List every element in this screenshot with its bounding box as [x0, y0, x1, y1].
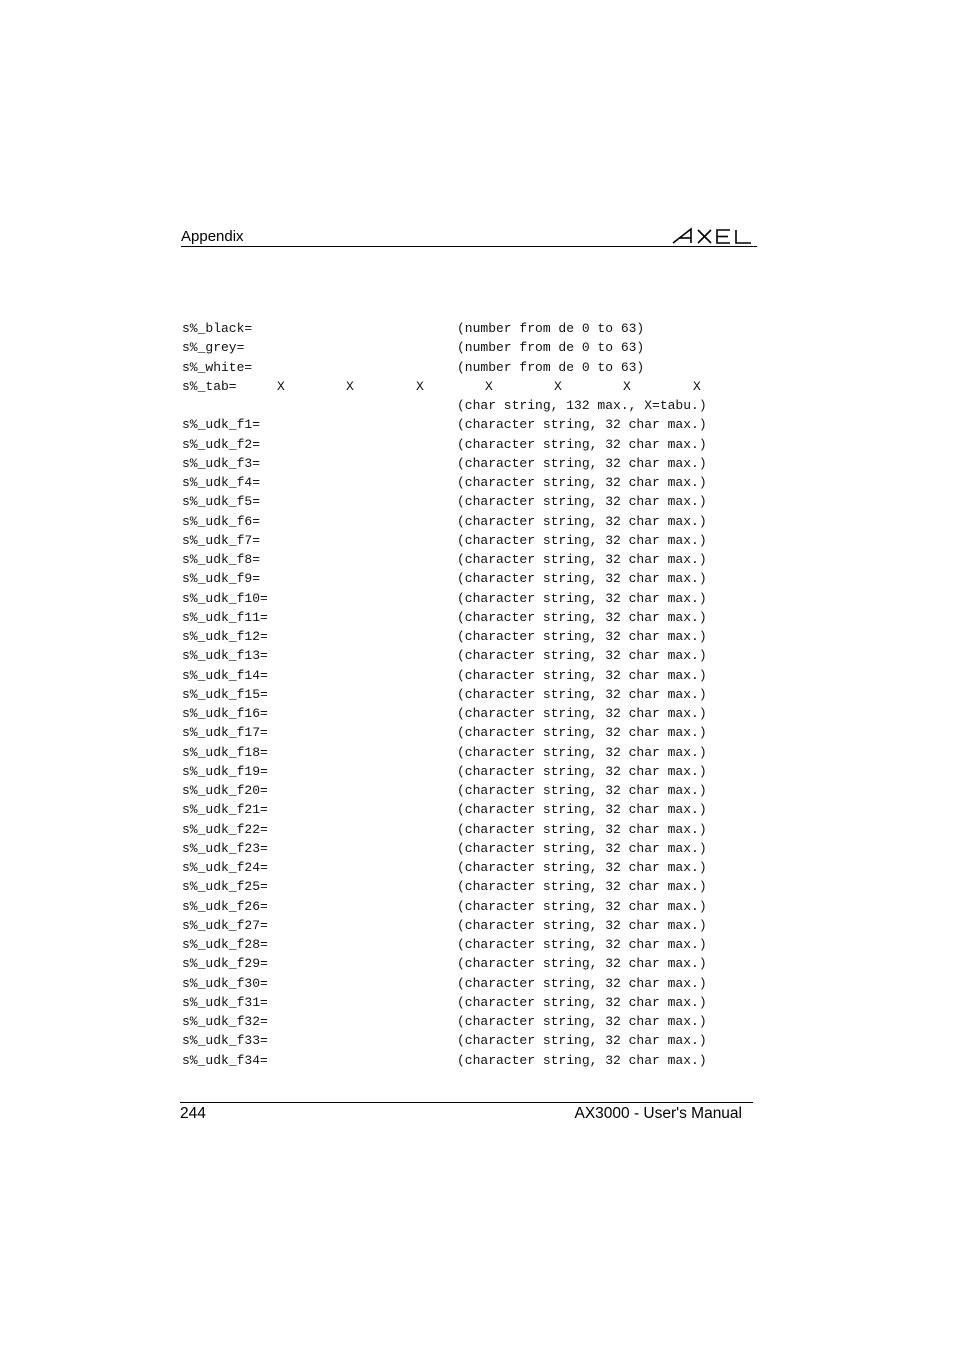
- list-item: [182, 666, 762, 685]
- parameter-description: (character string, 32 char max.): [457, 975, 707, 991]
- parameter-description: (character string, 32 char max.): [457, 590, 707, 606]
- parameter-key: s%_udk_f27=: [182, 917, 268, 933]
- parameter-description: (character string, 32 char max.): [457, 686, 707, 702]
- parameter-key: s%_black=: [182, 321, 253, 336]
- parameter-key: s%_udk_f26=: [182, 898, 268, 914]
- list-item: [182, 358, 762, 377]
- parameter-key: s%_udk_f32=: [182, 1014, 268, 1029]
- parameter-description: (character string, 32 char max.): [457, 667, 707, 683]
- list-item: [182, 839, 762, 858]
- parameter-key: s%_udk_f6=: [182, 513, 261, 529]
- parameter-key: s%_udk_f23=: [182, 840, 268, 856]
- list-item: [182, 1031, 762, 1050]
- parameter-key: s%_udk_f7=: [182, 532, 261, 548]
- parameter-description: (character string, 32 char max.): [457, 532, 707, 548]
- tab-stop-mark: X: [416, 378, 424, 394]
- list-item: [182, 858, 762, 877]
- axel-logo: [671, 226, 757, 245]
- parameter-description: (character string, 32 char max.): [457, 744, 707, 760]
- parameter-description: (character string, 32 char max.): [457, 802, 707, 818]
- parameter-description: (char string, 132 max., X=tabu.): [457, 398, 707, 413]
- list-item: [182, 589, 762, 608]
- list-item: [182, 473, 762, 492]
- page-number: 244: [180, 1105, 206, 1122]
- parameter-key: s%_white=: [182, 359, 253, 375]
- parameter-description: (character string, 32 char max.): [457, 436, 707, 452]
- parameter-key: s%_udk_f9=: [182, 571, 261, 587]
- parameter-description: (character string, 32 char max.): [457, 783, 707, 798]
- list-item: [182, 743, 762, 762]
- list-item: [182, 685, 762, 704]
- parameter-key: s%_udk_f15=: [182, 686, 268, 702]
- parameter-description: (character string, 32 char max.): [457, 513, 707, 529]
- list-item: [182, 1012, 762, 1031]
- list-item: [182, 781, 762, 800]
- parameter-key: s%_udk_f14=: [182, 667, 268, 683]
- parameter-description: (character string, 32 char max.): [457, 725, 707, 741]
- parameter-key: s%_udk_f33=: [182, 1033, 268, 1049]
- list-item: [182, 492, 762, 511]
- list-item: [182, 454, 762, 473]
- parameter-key: s%_udk_f21=: [182, 802, 268, 818]
- parameter-description: (character string, 32 char max.): [457, 648, 707, 664]
- parameter-key: s%_udk_f31=: [182, 994, 268, 1010]
- parameter-key: s%_udk_f18=: [182, 744, 268, 760]
- tab-stop-mark: X: [554, 378, 562, 394]
- parameter-key: s%_grey=: [182, 340, 245, 356]
- list-item: [182, 916, 762, 935]
- section-title: Appendix: [181, 228, 244, 245]
- list-item: [182, 569, 762, 588]
- list-item: [182, 935, 762, 954]
- list-item: [182, 550, 762, 569]
- parameter-description: (character string, 32 char max.): [457, 1014, 707, 1029]
- list-item: [182, 877, 762, 896]
- parameter-key: s%_udk_f1=: [182, 417, 261, 433]
- tab-stop-mark: X: [693, 378, 701, 394]
- parameter-key: s%_udk_f22=: [182, 821, 268, 837]
- parameter-key: s%_udk_f11=: [182, 609, 268, 625]
- tab-stop-mark: X: [277, 378, 285, 394]
- list-item: [182, 762, 762, 781]
- list-item: [182, 396, 762, 415]
- list-item: [182, 377, 762, 396]
- parameter-key: s%_udk_f10=: [182, 590, 268, 606]
- list-item: [182, 319, 762, 338]
- parameter-description: (character string, 32 char max.): [457, 763, 707, 779]
- parameter-description: (character string, 32 char max.): [457, 860, 707, 875]
- parameter-key: s%_udk_f16=: [182, 706, 268, 721]
- parameter-key: s%_udk_f34=: [182, 1052, 268, 1068]
- list-item: [182, 435, 762, 454]
- parameter-description: (character string, 32 char max.): [457, 571, 707, 587]
- tab-stop-mark: X: [623, 378, 631, 394]
- parameter-key: s%_udk_f29=: [182, 956, 268, 972]
- parameter-key: s%_udk_f25=: [182, 879, 268, 895]
- parameter-key: s%_udk_f2=: [182, 436, 261, 452]
- parameter-description: (character string, 32 char max.): [457, 994, 707, 1010]
- parameter-description: (number from de 0 to 63): [457, 359, 645, 375]
- list-item: [182, 800, 762, 819]
- tab-stop-mark: X: [485, 378, 493, 394]
- parameter-description: (character string, 32 char max.): [457, 821, 707, 837]
- list-item: [182, 338, 762, 357]
- parameter-description: (character string, 32 char max.): [457, 494, 707, 510]
- parameter-description: (number from de 0 to 63): [457, 321, 645, 336]
- parameter-key: s%_udk_f28=: [182, 937, 268, 952]
- parameter-description: (character string, 32 char max.): [457, 417, 707, 433]
- parameter-key: s%_udk_f12=: [182, 629, 268, 644]
- list-item: [182, 954, 762, 973]
- parameter-key: s%_udk_f24=: [182, 860, 268, 875]
- parameter-key: s%_udk_f17=: [182, 725, 268, 741]
- parameter-description: (character string, 32 char max.): [457, 917, 707, 933]
- parameter-description: (character string, 32 char max.): [457, 455, 707, 471]
- page-header: [181, 226, 757, 247]
- parameter-description: (character string, 32 char max.): [457, 898, 707, 914]
- tab-stop-mark: X: [346, 378, 354, 394]
- parameter-description: (character string, 32 char max.): [457, 1033, 707, 1049]
- parameter-key: s%_udk_f20=: [182, 783, 268, 798]
- parameter-description: (character string, 32 char max.): [457, 956, 707, 972]
- parameter-key: s%_udk_f3=: [182, 455, 261, 471]
- parameter-description: (character string, 32 char max.): [457, 629, 707, 644]
- parameter-description: (character string, 32 char max.): [457, 840, 707, 856]
- list-item: [182, 993, 762, 1012]
- parameter-description: (character string, 32 char max.): [457, 475, 707, 490]
- page-footer: [180, 1102, 753, 1127]
- parameter-key: s%_udk_f8=: [182, 552, 261, 567]
- list-item: [182, 820, 762, 839]
- parameter-description: (character string, 32 char max.): [457, 937, 707, 952]
- list-item: [182, 646, 762, 665]
- parameter-description: (number from de 0 to 63): [457, 340, 645, 356]
- list-item: [182, 974, 762, 993]
- parameter-key: s%_tab=: [182, 378, 237, 394]
- parameter-list: [182, 319, 762, 1070]
- list-item: [182, 415, 762, 434]
- list-item: [182, 897, 762, 916]
- list-item: [182, 704, 762, 723]
- parameter-description: (character string, 32 char max.): [457, 1052, 707, 1068]
- manual-title: AX3000 - User's Manual: [574, 1105, 742, 1122]
- list-item: [182, 608, 762, 627]
- list-item: [182, 723, 762, 742]
- list-item: [182, 1051, 762, 1070]
- list-item: [182, 531, 762, 550]
- parameter-key: s%_udk_f5=: [182, 494, 261, 510]
- list-item: [182, 512, 762, 531]
- parameter-description: (character string, 32 char max.): [457, 706, 707, 721]
- parameter-key: s%_udk_f13=: [182, 648, 268, 664]
- parameter-description: (character string, 32 char max.): [457, 609, 707, 625]
- list-item: [182, 627, 762, 646]
- parameter-key: s%_udk_f19=: [182, 763, 268, 779]
- parameter-key: s%_udk_f4=: [182, 475, 261, 490]
- parameter-description: (character string, 32 char max.): [457, 552, 707, 567]
- parameter-description: (character string, 32 char max.): [457, 879, 707, 895]
- parameter-key: s%_udk_f30=: [182, 975, 268, 991]
